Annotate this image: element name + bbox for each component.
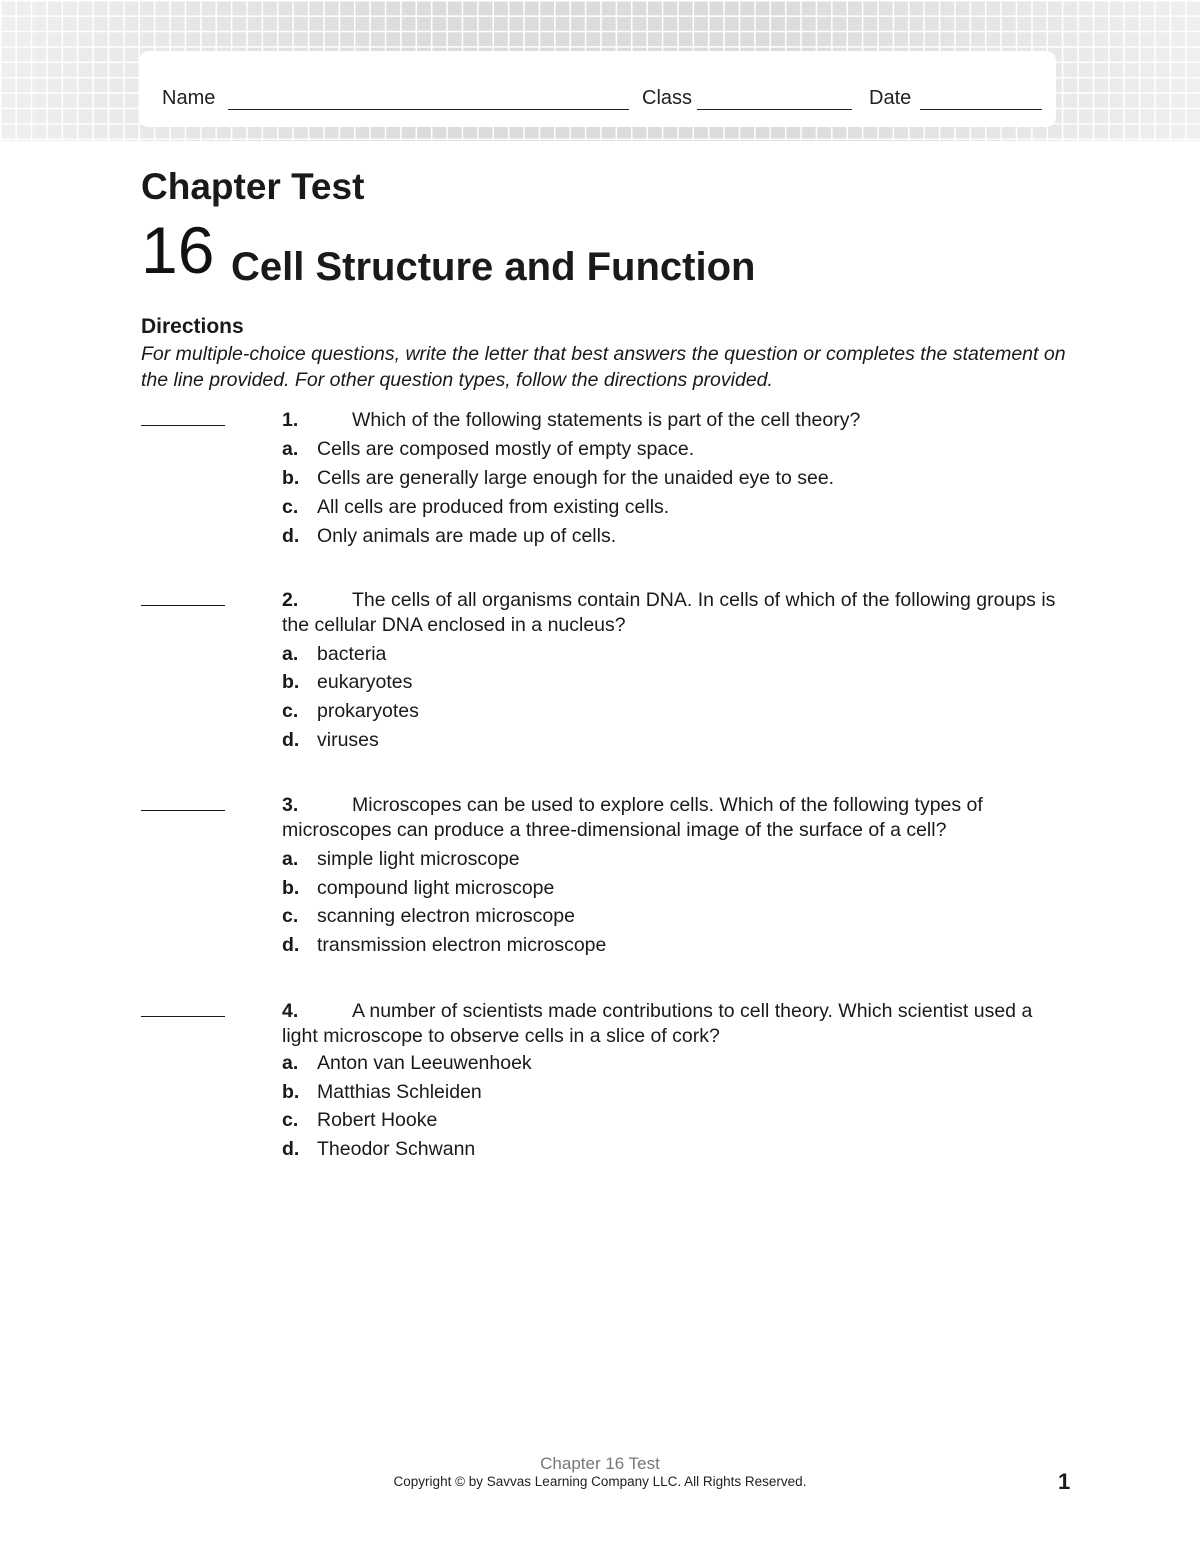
chapter-number: 16	[141, 213, 215, 287]
directions-text: For multiple-choice questions, write the letter that best answers the question or completes the statement on the line provided. For other question types, follow the directions provided.	[141, 343, 1066, 391]
choice-c: c. All cells are produced from existing cells.	[282, 496, 670, 518]
choice-b: b. Matthias Schleiden	[282, 1081, 482, 1103]
student-info-box	[139, 51, 1056, 127]
choice-d: d. transmission electron microscope	[282, 934, 607, 956]
question-prompt: A number of scientists made contributions to cell theory. Which scientist used a light microscope to observe cells in a slice of cork?	[282, 1000, 1033, 1047]
choice-c: c. scanning electron microscope	[282, 905, 575, 927]
class-label: Class	[642, 87, 693, 109]
question-number: 3.	[282, 794, 299, 816]
choice-b: b. eukaryotes	[282, 671, 413, 693]
footer-copyright: Copyright © by Savvas Learning Company LLC. All Rights Reserved.	[393, 1474, 807, 1489]
chapter-title: Cell Structure and Function	[231, 245, 756, 289]
choice-a: a. simple light microscope	[282, 848, 520, 870]
footer-title: Chapter 16 Test	[540, 1454, 660, 1473]
question-prompt: The cells of all organisms contain DNA. In cells of which of the following groups is the cellular DNA enclosed in a nucleus?	[282, 589, 1056, 636]
question-number: 2.	[282, 589, 299, 611]
date-field[interactable]	[920, 109, 1042, 110]
choice-c: c. Robert Hooke	[282, 1109, 438, 1131]
question-prompt: Microscopes can be used to explore cells. Which of the following types of microscopes can produce a three-dimensional image of the surface of a cell?	[282, 794, 983, 841]
question-number: 4.	[282, 1000, 299, 1022]
answer-blank[interactable]	[141, 425, 225, 426]
date-label: Date	[869, 87, 912, 109]
choice-d: d. Only animals are made up of cells.	[282, 525, 617, 547]
answer-blank[interactable]	[141, 605, 225, 606]
question-prompt: Which of the following statements is part of the cell theory?	[352, 409, 861, 431]
choice-a: a. Cells are composed mostly of empty space.	[282, 438, 695, 460]
question-text	[282, 793, 1072, 843]
directions-heading: Directions	[141, 315, 244, 338]
page-number: 1	[1058, 1469, 1071, 1494]
question-number: 1.	[282, 409, 299, 431]
question-text	[282, 999, 1072, 1049]
answer-blank[interactable]	[141, 810, 225, 811]
choice-d: d. viruses	[282, 729, 379, 751]
question-text	[282, 408, 1072, 433]
choice-b: b. Cells are generally large enough for the unaided eye to see.	[282, 467, 835, 489]
choice-c: c. prokaryotes	[282, 700, 419, 722]
name-field[interactable]	[228, 109, 629, 110]
choice-a: a. Anton van Leeuwenhoek	[282, 1052, 532, 1074]
choice-d: d. Theodor Schwann	[282, 1138, 476, 1160]
choice-a: a. bacteria	[282, 643, 387, 665]
answer-blank[interactable]	[141, 1016, 225, 1017]
question-text	[282, 588, 1072, 638]
chapter-test-label: Chapter Test	[141, 166, 365, 207]
class-field[interactable]	[697, 109, 852, 110]
name-label: Name	[162, 87, 216, 109]
choice-b: b. compound light microscope	[282, 877, 555, 899]
